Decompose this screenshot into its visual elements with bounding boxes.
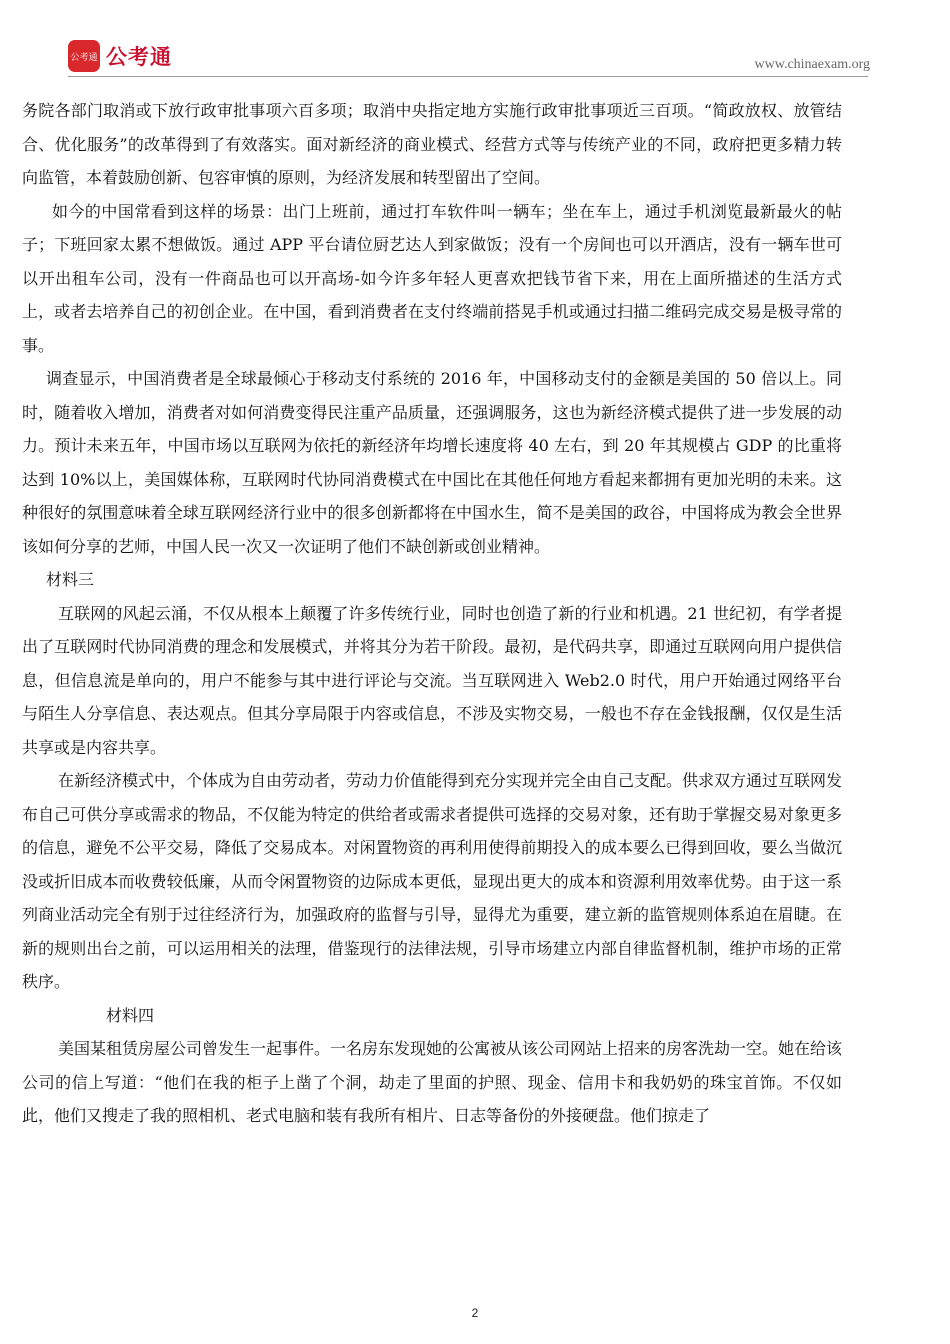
paragraph: 务院各部门取消或下放行政审批事项六百多项；取消中央指定地方实施行政审批事项近三百项。“简政放权、放管结合、优化服务”的改革得到了有效落实。面对新经济的商业模式、经营方式等与传统产业的不同，政府把更多精力转向监管，本着鼓励创新、包容审慎的原则，为经济发展和转型留出了空间。: [22, 101, 842, 187]
paragraph: 在新经济模式中，个体成为自由劳动者，劳动力价值能得到充分实现并完全由自己支配。供求双方通过互联网发布自己可供分享或需求的物品，不仅能为特定的供给者或需求者提供可选择的交易对象，还有助于掌握交易对象更多的信息，避免不公平交易，降低了交易成本。对闲置物资的再利用使得前期投入的成本要么已得到回收，要么当做沉没或折旧成本而收费较低廉，从而令闲置物资的边际成本更低，显现出更大的成本和资源利用效率优势。由于这一系列商业活动完全有别于过往经济行为，加强政府的监督与引导，显得尤为重要，建立新的监管规则体系迫在眉睫。在新的规则出台之前，可以运用相关的法理，借鉴现行的法律法规，引导市场建立内部自律监督机制，维护市场的正常秩序。: [22, 771, 843, 991]
logo-icon: 公考通: [68, 40, 100, 72]
brand-logo[interactable]: [68, 40, 172, 72]
site-url[interactable]: www.chinaexam.org: [754, 57, 870, 72]
page-number: 2: [471, 1306, 479, 1320]
paragraph: 互联网的风起云涌，不仅从根本上颠覆了许多传统行业，同时也创造了新的行业和机遇。21 世纪初，有学者提出了互联网时代协同消费的理念和发展模式，并将其分为若干阶段。最初，是代码共享，即通过互联网向用户提供信息，但信息流是单向的，用户不能参与其中进行评论与交流。当互联网进入 Web2.0 时代，用户开始通过网络平台与陌生人分享信息、表达观点。但其分享局限于内容或信息，不涉及实物交易，一般也不存在金钱报酬，仅仅是生活共享或是内容共享。: [22, 603, 842, 757]
page-header: [0, 0, 950, 80]
header-divider: [68, 76, 868, 77]
logo-text: 公考通: [106, 45, 172, 69]
section-heading: 材料三: [46, 570, 95, 589]
section-heading: 材料四: [106, 1005, 155, 1025]
document-body: [22, 94, 842, 1133]
paragraph: 美国某租赁房屋公司曾发生一起事件。一名房东发现她的公寓被从该公司网站上招来的房客洗劫一空。她在给该公司的信上写道：“他们在我的柜子上凿了个洞，劫走了里面的护照、现金、信用卡和我奶奶的珠宝首饰。不仅如此，他们又搜走了我的照相机、老式电脑和装有我所有相片、日志等备份的外接硬盘。他们掠走了: [22, 1039, 843, 1125]
paragraph: 如今的中国常看到这样的场景：出门上班前，通过打车软件叫一辆车；坐在车上，通过手机浏览最新最火的帖子；下班回家太累不想做饭。通过 APP 平台请位厨艺达人到家做饭；没有一个房间也可以开酒店，没有一辆车世可以开出租车公司，没有一件商品也可以开高场-如今许多年轻人更喜欢把钱节省下来，用在上面所描述的生活方式上，或者去培养自己的初创企业。在中国，看到消费者在支付终端前搭晃手机或通过扫描二维码完成交易是极寻常的事。: [22, 201, 842, 355]
paragraph: 调查显示，中国消费者是全球最倾心于移动支付系统的 2016 年，中国移动支付的金额是美国的 50 倍以上。同时，随着收入增加，消费者对如何消费变得民注重产品质量，还强调服务，这也为新经济模式提供了进一步发展的动力。预计未来五年，中国市场以互联网为依托的新经济年均增长速度将 40 左右，到 20 年其规模占 GDP 的比重将达到 10%以上，美国媒体称，互联网时代协同消费模式在中国比在其他任何地方看起来都拥有更加光明的未来。这种很好的氛围意味着全球互联网经济行业中的很多创新都将在中国水生，简不是美国的政谷，中国将成为教会全世界该如何分享的艺师，中国人民一次又一次证明了他们不缺创新或创业精神。: [22, 369, 842, 556]
